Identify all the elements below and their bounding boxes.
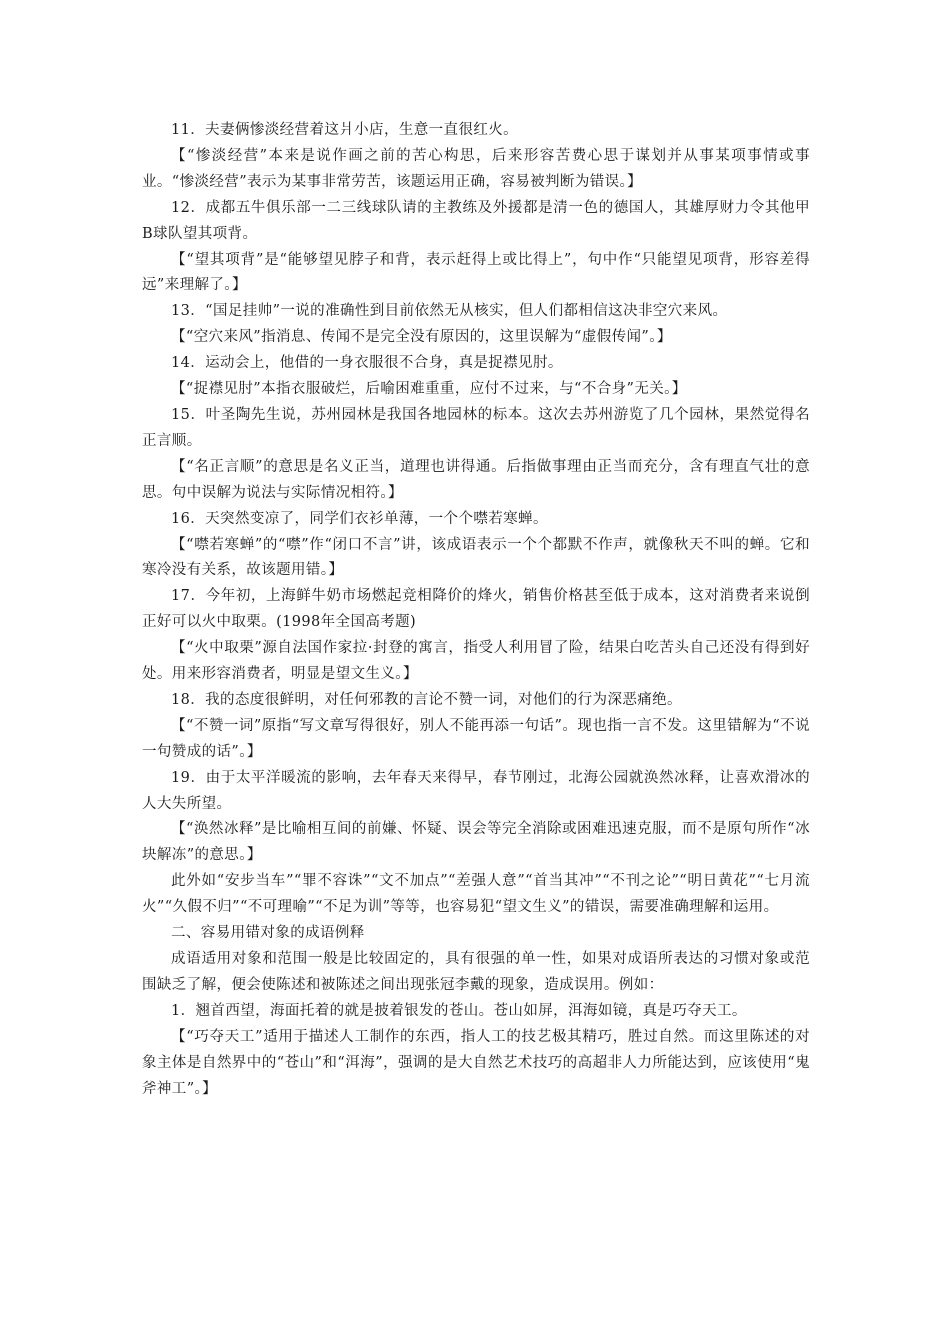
question-13: 13．“国足挂帅”一说的准确性到目前依然无从核实，但人们都相信这决非空穴来风。 — [171, 303, 728, 320]
section-heading: 二、容易用错对象的成语例释 — [171, 925, 365, 942]
explanation-11: 【“惨淡经营”本来是说作画之前的苦心构思，后来形容苦费心思于谋划并从事某项事情或事业。“惨淡经营”表示为某事非常劳苦，该题运用正确，容易被判断为错误。】 — [142, 147, 810, 190]
explanation-13: 【“空穴来风”指消息、传闻不是完全没有原因的，这里误解为“虚假传闻”。】 — [171, 329, 672, 346]
explanation-16: 【“噤若寒蝉”的“噤”作“闭口不言”讲，该成语表示一个个都默不作声，就像秋天不叫的蝉。它和寒冷没有关系，故该题用错。】 — [142, 536, 810, 579]
section-intro: 成语适用对象和范围一般是比较固定的，具有很强的单一性，如果对成语所表达的习惯对象或范围缺乏了解，便会使陈述和被陈述之间出现张冠李戴的现象，造成误用。例如： — [142, 951, 810, 993]
question-18: 18．我的态度很鲜明，对任何邪教的言论不赞一词，对他们的行为深恶痛绝。 — [171, 691, 682, 708]
explanation-12: 【“望其项背”是“能够望见脖子和背，表示赶得上或比得上”，句中作“只能望见项背，形容差得远”来理解了。】 — [142, 251, 810, 294]
question-11: 11．夫妻俩惨淡经营着这爿小店，生意一直很红火。 — [171, 122, 519, 138]
question-14: 14．运动会上，他借的一身衣服很不合身，真是捉襟见肘。 — [171, 355, 563, 372]
explanation-19: 【“涣然冰释”是比喻相互间的前嫌、怀疑、误会等完全消除或困难迅速克服，而不是原句所作“冰块解冻”的意思。】 — [142, 821, 810, 864]
question-15: 15．叶圣陶先生说，苏州园林是我国各地园林的标本。这次去苏州游览了几个园林，果然觉得名正言顺。 — [142, 406, 810, 449]
explanation-14: 【“捉襟见肘”本指衣服破烂，后喻困难重重，应付不过来，与“不合身”无关。】 — [171, 381, 687, 398]
explanation-18: 【“不赞一词”原指“写文章写得很好，别人不能再添一句话”。现也指一言不发。这里错解为“不说一句赞成的话”。】 — [142, 717, 810, 760]
document-page — [142, 118, 810, 1102]
question-16: 16．天突然变凉了，同学们衣衫单薄，一个个噤若寒蝉。 — [171, 510, 548, 527]
question-12: 12．成都五牛俱乐部一二三线球队请的主教练及外援都是清一色的德国人，其雄厚财力令其他甲B球队望其项背。 — [142, 199, 810, 242]
explanation-example-1: 【“巧夺天工”适用于描述人工制作的东西，指人工的技艺极其精巧，胜过自然。而这里陈述的对象主体是自然界中的“苍山”和“洱海”，强调的是大自然艺术技巧的高超非人力所能达到，应该使用“鬼斧神工”。】 — [142, 1028, 810, 1097]
summary-paragraph: 此外如“安步当车”“罪不容诛”“文不加点”“差强人意”“首当其冲”“不刊之论”“明日黄花”“七月流火”“久假不归”“不可理喻”“不足为训”等等，也容易犯“望文生义”的错误，需要准确理解和运用。 — [142, 873, 810, 916]
question-17: 17．今年初，上海鲜牛奶市场燃起竞相降价的烽火，销售价格甚至低于成本，这对消费者来说倒正好可以火中取栗。(1998年全国高考题) — [142, 588, 810, 631]
question-19: 19．由于太平洋暖流的影响，去年春天来得早，春节刚过，北海公园就涣然冰释，让喜欢滑冰的人大失所望。 — [142, 769, 810, 812]
explanation-15: 【“名正言顺”的意思是名义正当，道理也讲得通。后指做事理由正当而充分，含有理直气壮的意思。句中误解为说法与实际情况相符。】 — [142, 458, 810, 501]
example-1: 1．翘首西望，海面托着的就是披着银发的苍山。苍山如屏，洱海如镜，真是巧夺天工。 — [171, 1002, 747, 1019]
explanation-17: 【“火中取栗”源自法国作家拉·封登的寓言，指受人利用冒了险，结果白吃苦头自己还没有得到好处。用来形容消费者，明显是望文生义。】 — [142, 640, 810, 683]
